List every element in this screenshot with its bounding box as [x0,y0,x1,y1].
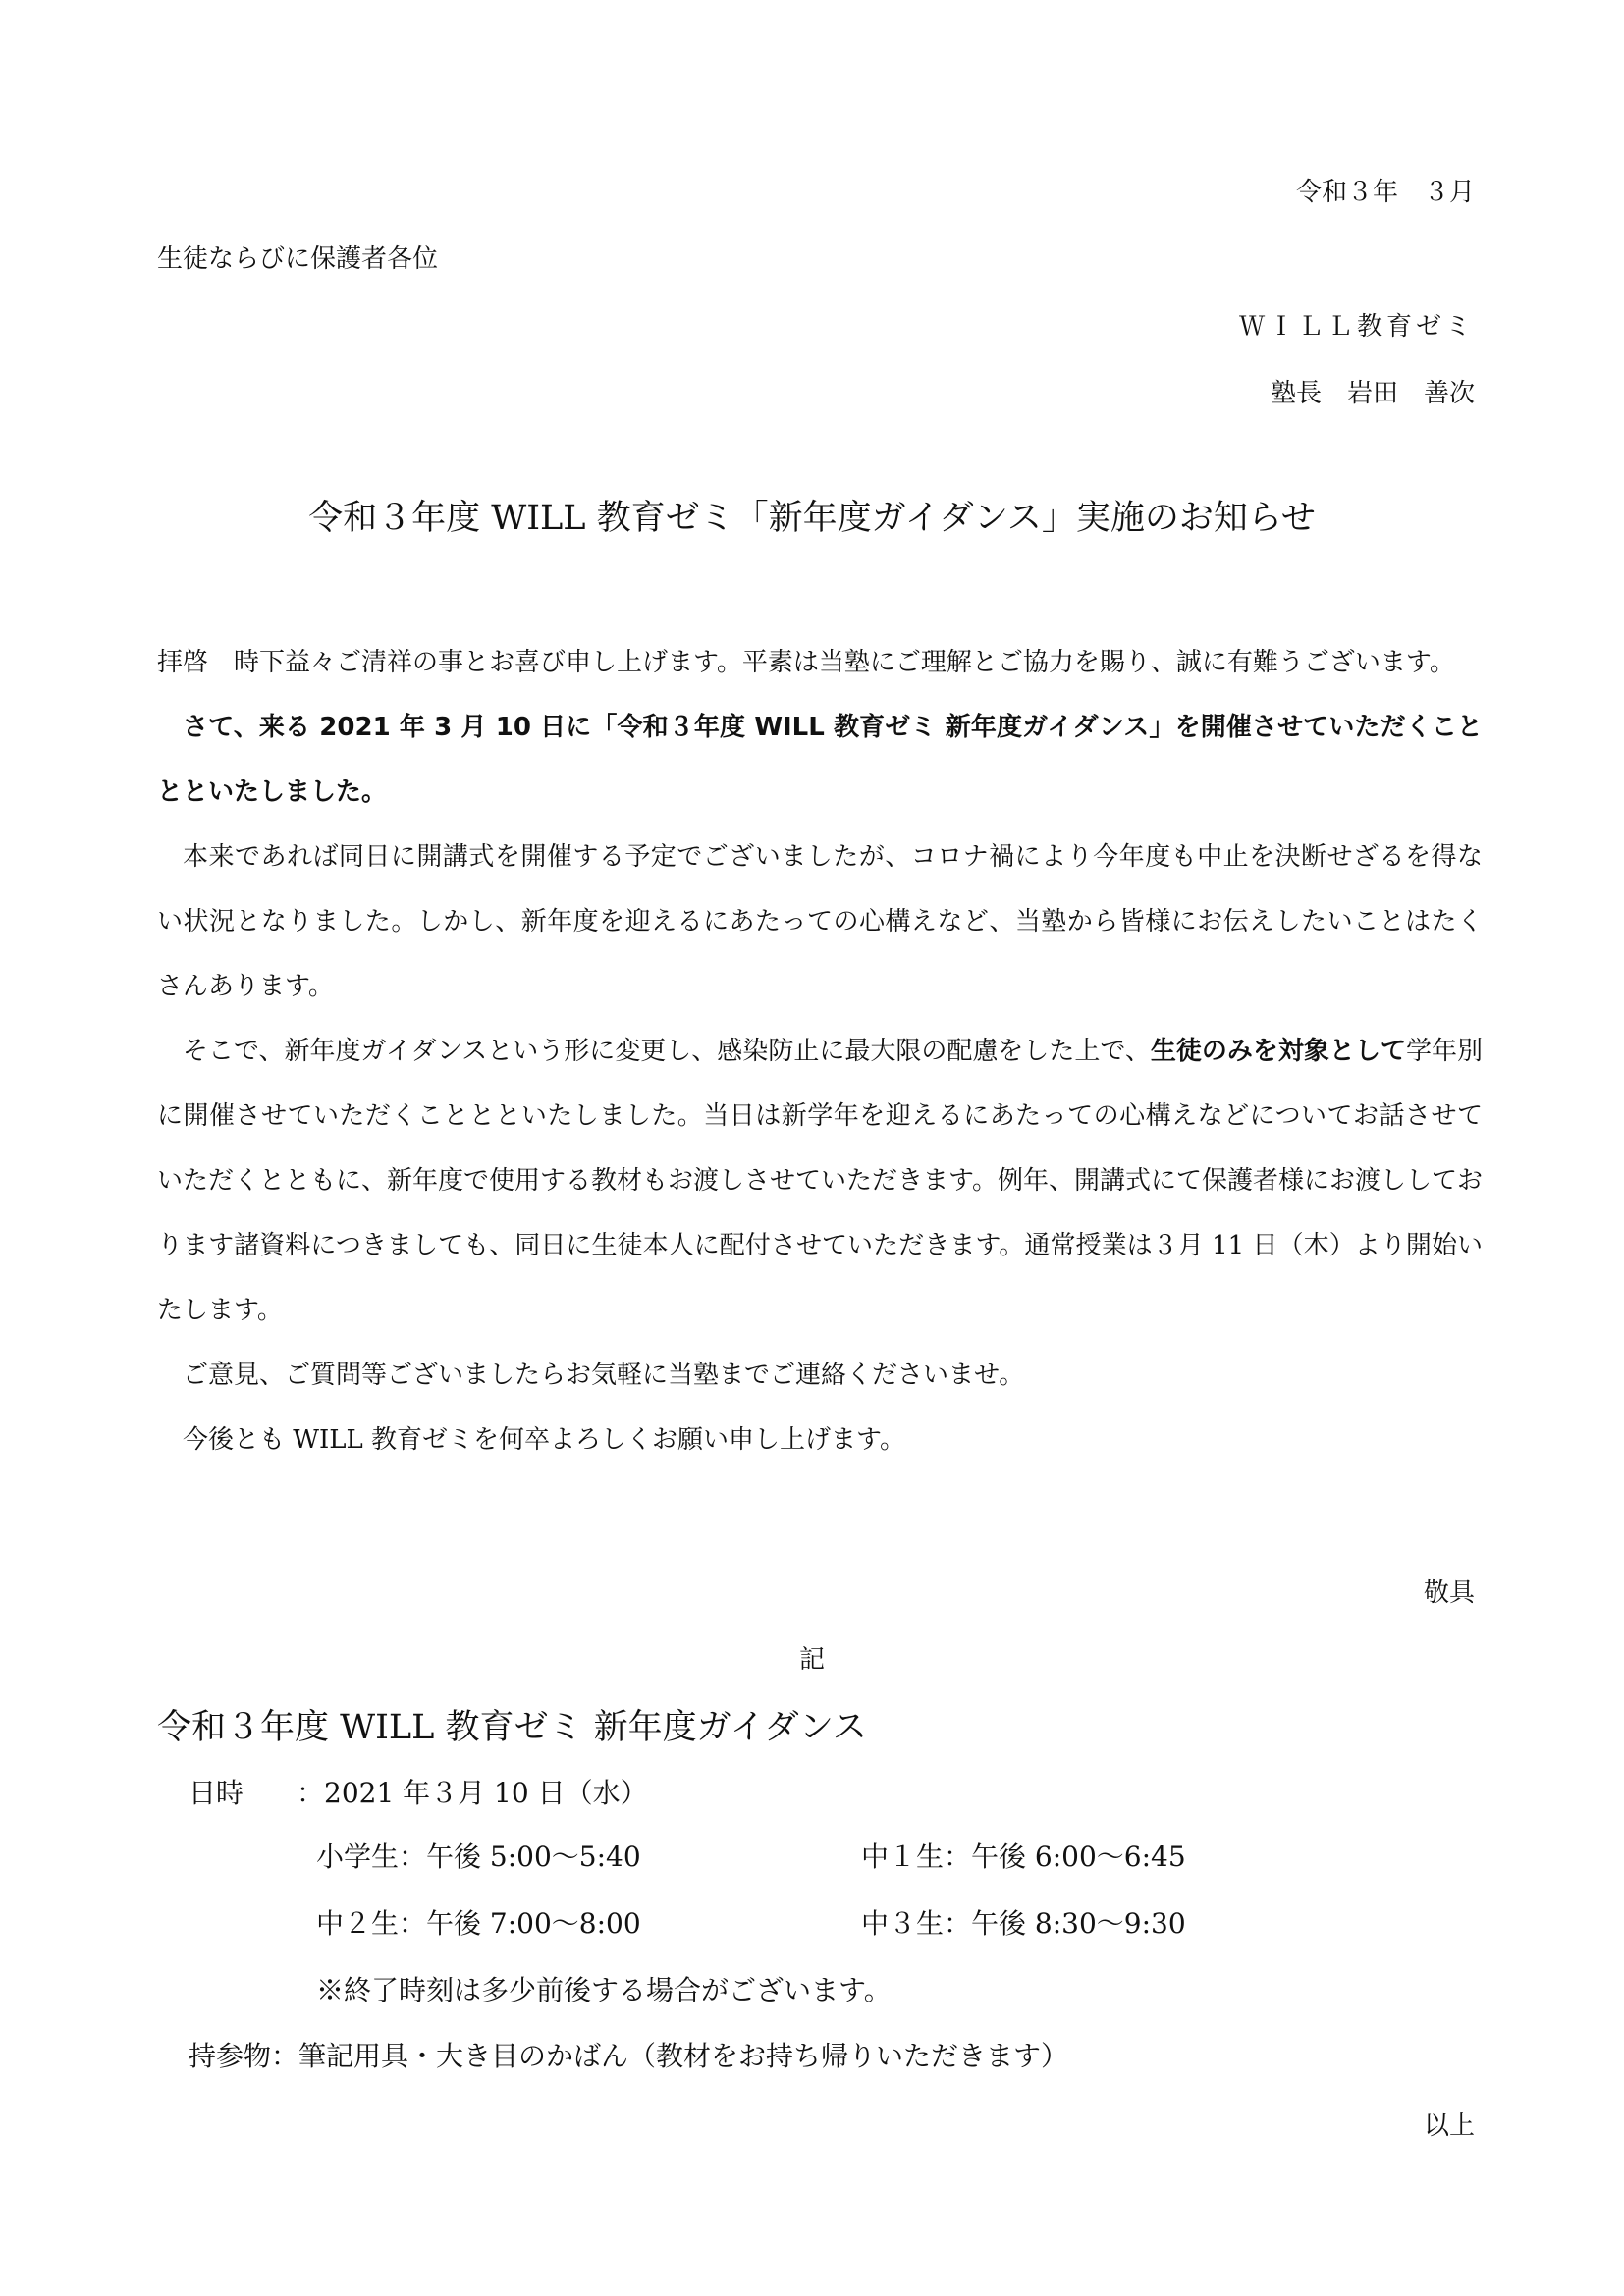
background-paragraph: 本来であれば同日に開講式を開催する予定でございましたが、コロナ禍により今年度も中止を決断せざるを得ない状況となりました。しかし、新年度を迎えるにあたっての心構えなど、当塾から皆様にお伝えしたいことはたくさんあります。 [157,842,1483,1001]
event-title: 令和３年度 WILL 教育ゼミ 新年度ガイダンス [157,1708,867,1747]
datetime-label: 日時 [189,1777,244,1809]
school-head: 塾長 岩田 善次 [1270,379,1475,408]
details-text-a: そこで、新年度ガイダンスという形に変更し、感染防止に最大限の配慮をした上で、 [183,1037,1151,1066]
letter-body [157,630,1483,1472]
announcement-paragraph: さて、来る 2021 年 3 月 10 日に「令和３年度 WILL 教育ゼミ 新年度ガイダンス」を開催させていただくこととといたしました。 [157,713,1483,807]
recipient: 生徒ならびに保護者各位 [157,244,439,274]
event-datetime [189,1772,648,1811]
datetime-value: ：2021 年３月 10 日（水） [297,1777,648,1809]
schedule-junior-1: 中１生：午後 6:00～6:45 [861,1841,1186,1873]
details-marker: 記 [798,1645,825,1675]
time-note: ※終了時刻は多少前後する場合がございます。 [316,1974,892,2006]
details-emphasis: 生徒のみを対象として [1150,1037,1406,1066]
document-title: 令和３年度 WILL 教育ゼミ「新年度ガイダンス」実施のお知らせ [308,499,1316,538]
items-to-bring: 持参物：筆記用具・大き目のかばん（教材をお持ち帰りいただきます） [189,2040,1069,2072]
greeting-paragraph: 拝啓 時下益々ご清祥の事とお喜び申し上げます。平素は当塾にご理解とご協力を賜り、誠に有難うございます。 [157,648,1455,677]
contact-paragraph: ご意見、ご質問等ございましたらお気軽に当塾までご連絡くださいませ。 [183,1361,1025,1390]
regards-paragraph: 今後とも WILL 教育ゼミを何卒よろしくお願い申し上げます。 [183,1425,905,1455]
schedule-junior-2: 中２生：午後 7:00～8:00 [316,1907,641,1940]
organization-name: ＷＩＬＬ教育ゼミ [1238,312,1475,342]
end-marker: 以上 [1423,2111,1475,2141]
schedule-elementary: 小学生：午後 5:00～5:40 [316,1841,641,1873]
schedule-junior-3: 中３生：午後 8:30～9:30 [861,1907,1186,1940]
document-date: 令和３年 ３月 [1295,178,1475,207]
details-paragraph [157,1019,1483,1343]
closing-word: 敬具 [1423,1578,1475,1608]
details-text-b: 学年別に開催させていただくこととといたしました。当日は新学年を迎えるにあたっての心構えなどについてお話させていただくとともに、新年度で使用する教材もお渡しさせていただきます。例年、開講式にて保護者様にお渡ししております諸資料につきましても、同日に生徒本人に配付させていただきます。通常授業は３月 11 日（木）より開始いたします。 [157,1037,1483,1325]
